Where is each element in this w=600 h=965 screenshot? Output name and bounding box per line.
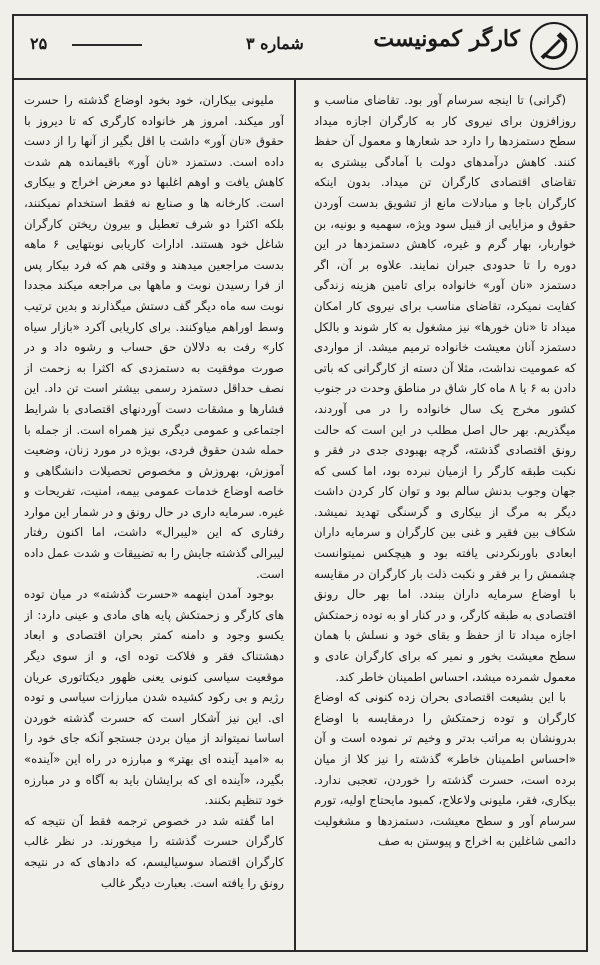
page-header [14, 16, 586, 80]
paragraph: ملیونی بیکاران، خود بخود اوضاع گذشته را حسرت آور میکند. امروز هر خانواده کارگری که تا دیروز با حقوق «نان آور» داشت با اقل بگیر از آنها را از دست داده است. دستمزد «نان آور» باقیمانده هم شدت کاهش یافت و اوهم اغلبها دو معرض اخراج و بیکاری است. کارخانه ها و صنایع نه فقط استخدام نمیکنند، بلکه اکثرا دو شرف تعطیل و بیرون ریختن کارگران شاغل خود هستند. ادارات کاریابی نوبتهایی ۶ ماهه بدست مراجعین میدهند و وقتی هم که فرد بیکار پس از فرا رسیدن نوبت و ماهها بی مراجعه میکند مجددا نوبت سه ماه دیگر گف دستش میگذارند و بدین ترتیب وسط اوراهم میاوکنند. برای کاریابی آکرد «بازار سیاه کار» رفت به دلالان حق حساب و رشوه داد و در صورت موفقیت به دستمزدی که اکثرا به زحمت از نصف حداقل دستمزد رسمی بیشتر است تن داد. این فشارها و مشقات دست آوردنهای اقتصادی با شرایط اجتماعی و عمومی دیگری نیز همراه است. از جمله با حمله شدن حقوق فردی، بویژه در مورد زنان، وضعیت آموزش، بهروزش و مخصوص تحصیلات دانشگاهی و خاصه اوضاع خدمات عمومی بیمه، امنیت، تفریحات و غیره. سرمایه داری در حال رونق و در شمار این موارد رفتاری که این «لیبرال» داشت، اما اکنون رفتار لیبرالی گذشته جایش را به تضییقات و شدت عمل داده است. [24, 93, 284, 581]
page-number: ۲۵ [30, 34, 48, 53]
left-column [24, 90, 284, 942]
paragraph: (گرانی) تا اینجه سرسام آور بود. تقاضای مناسب و روزافزون برای نیروی کار به کارگران اجازه میداد سطح دستمزدها را دارد حد شعارها و معمول آن حفظ کنند. کاهش درآمدهای دولت با آمادگی بیشتری به تقاضای اقتصادی کارگران تن میداد. بدون اینکه کارگران باجا و مبادلات مانع از تشویق بدست آوردن حقوق و مزایایی از قبیل سود ویژه، سهمیه و بونیه، بن خواربار، بهار گرم و غیره، کاهش دستمزدها در این دوره را تا حدودی جبران نمایند. علاوه بر آن، اگر دستمزد «نان آور» خانواده برای تامین هزینه زندگی کفایت نمیکرد، تقاضای مناسب برای نیروی کار امکان میداد تا «نان خورها» نیز مشغول به کار شوند و بالکل دستمزد آنان معیشت خانواده ترمیم میشد. از مواردی که عمومیت نداشت، مثلا آن دسته از کارگرانی که باتی دادن به ۶ یا ۸ ماه کار شاق در مناطق وحدت در جنوب کشور مخرج یک سال خانواده را در می آوردند، میگذریم. بهر حال اصل مطلب در این است که حالت رونق اقتصادی گذشته، گرچه بهبودی جدی در فقر و نکبت طبقه کارگر را ازمیان نبرده بود، اما کسی که جهان وجوب بدنش سالم بود و توان کار کردن داشت دیگر به مرگ از بیکاری و گرسنگی تهدید نمیشد. شکاف بین فقیر و غنی بین کارگران و سرمایه داران ابعادی باورنکردنی یافته بود و هیچکس نمیتوانست چشمش را بر فقر و نکبت ذلت بار کارگران در مقایسه با اوضاع سرمایه داران ببندد. اما بهر حال رونق اقتصادی به طبقه کارگر، و در کنار او به توده زحمتکش اجازه میداد تا از حفظ و بقای خود و نسلش با همان سطح معیشت بخور و نمیر که برای کارگران عادی و معمول شمرده میشد، احساس اطمینان خاطر کند. [314, 93, 576, 684]
paragraph: اما گفته شد در خصوص ترجمه فقط آن نتیجه که کارگران حسرت گذشته را میخورند. در نظر غالب کارگران اقتصاد سوسیالیسم، که دادهای که در نتیجه رونق را یافته است. بعبارت دیگر غالب [24, 813, 284, 890]
right-column [314, 90, 576, 942]
paragraph: بوجود آمدن اینهمه «حسرت گذشته» در میان توده های کارگر و زحمتکش پایه های مادی و عینی دارد: از یکسو وجود و دامنه کمتر بحران اقتصادی و ابعاد دهشتناک فقر و فلاکت توده ای، و از سوی دیگر موقعیت سیاسی کنونی یعنی ظهور دیکتاتوری عریان رژیم و بی رکود کشیده شدن مبارزات سیاسی و توده ای. این نیز آشکار است که حسرت گذشته خوردن اساسا نمیتواند از میان بردن جستجو آنکه جای خود را به «امید آینده ای بهتر» و مبارزه در راه این «آینده» بگیرد، «آینده ای که برایشان باید به آگاه و در مبارزه خود تنظیم بکنند. [24, 587, 284, 808]
masthead-title: کارگر کمونیست [373, 26, 520, 52]
hammer-sickle-icon [532, 24, 576, 68]
paragraph: با این بشیعت اقتصادی بحران زده کنونی که اوضاع کارگران و توده زحمتکش را درمقایسه با اوضاع بدرونشان به مراتب بدتر و وخیم تر نموده است و آن «احساس اطمینان خاطر» گذشته را نیز کلا از میان برده است، حسرت گذشته را خوردن، تعجبی ندارد. بیکاری، فقر، ملیونی ولاعلاج، کمبود مایحتاج اولیه، تورم سرسام آور و سطح معیشت، دستمزدها و مشغولیت دائمی شاغلین به اخراج و پیوستن به صف [314, 690, 576, 849]
hammer-sickle-emblem-icon [530, 22, 578, 70]
issue-number: شماره ۳ [246, 34, 304, 53]
column-divider [294, 78, 296, 950]
header-rule [72, 44, 142, 46]
newspaper-page [12, 14, 588, 952]
